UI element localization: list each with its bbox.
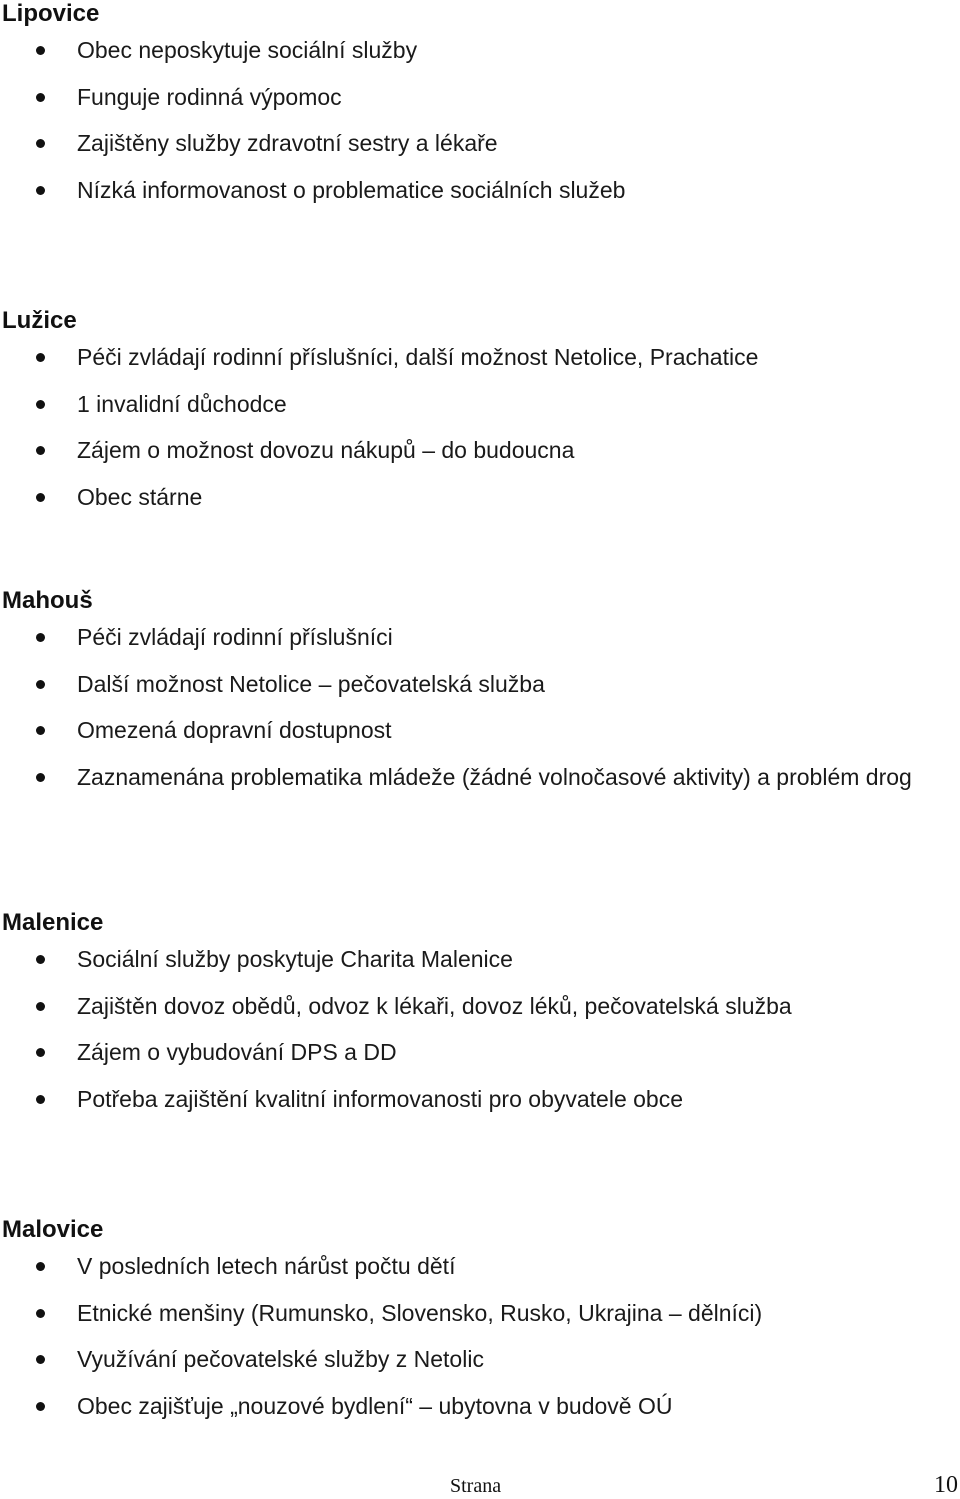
list-item-text: Péči zvládají rodinní příslušníci	[77, 624, 393, 650]
list-item	[0, 120, 960, 167]
list-item-text: Další možnost Netolice – pečovatelská služba	[77, 670, 545, 697]
list-item	[0, 1383, 960, 1430]
list-item-text: Zaznamenána problematika mládeže (žádné volnočasové aktivity) a problém drog	[77, 763, 912, 790]
list-item	[0, 381, 960, 428]
list-item-text: Zajištěny služby zdravotní sestry a lékaře	[77, 130, 498, 156]
list-item-text: 1 invalidní důchodce	[77, 390, 287, 417]
list-item	[0, 27, 960, 74]
list-item-text: Obec neposkytuje sociální služby	[77, 37, 418, 63]
list-item	[0, 1290, 960, 1337]
bullet-icon	[36, 955, 45, 964]
list-item	[0, 983, 960, 1030]
list-item	[0, 1336, 960, 1383]
bullet-icon	[36, 353, 45, 362]
bullet-list	[0, 1243, 960, 1429]
bullet-list	[0, 614, 960, 800]
bullet-icon	[36, 1262, 45, 1271]
bullet-icon	[36, 139, 45, 148]
list-item	[0, 1029, 960, 1076]
section-malenice	[0, 909, 960, 1122]
list-item-text: Péči zvládají rodinní příslušníci, další možnost Netolice, Prachatice	[77, 344, 759, 370]
list-item-text: Zájem o vybudování DPS a DD	[77, 1039, 397, 1065]
list-item-text: Obec stárne	[77, 483, 203, 510]
bullet-icon	[36, 46, 45, 55]
list-item-text: Obec zajišťuje „nouzové bydlení“ – ubytovna v budově OÚ	[77, 1392, 673, 1419]
list-item	[0, 661, 960, 708]
list-item	[0, 1243, 960, 1290]
list-item-text: Potřeba zajištění kvalitní informovanosti pro obyvatele obce	[77, 1085, 683, 1112]
list-item	[0, 707, 960, 754]
list-item	[0, 167, 960, 214]
bullet-icon	[36, 1402, 45, 1411]
list-item-text: V posledních letech nárůst počtu dětí	[77, 1253, 456, 1279]
bullet-icon	[36, 186, 45, 195]
list-item	[0, 936, 960, 983]
bullet-icon	[36, 1002, 45, 1011]
section-heading: Mahouš	[2, 587, 93, 614]
list-item	[0, 334, 960, 381]
list-item-text: Etnické menšiny (Rumunsko, Slovensko, Rusko, Ukrajina – dělníci)	[77, 1299, 763, 1326]
list-item-text: Využívání pečovatelské služby z Netolic	[77, 1346, 484, 1372]
bullet-icon	[36, 633, 45, 642]
bullet-list	[0, 936, 960, 1122]
footer-page-number: 10	[934, 1472, 958, 1498]
section-heading: Malovice	[2, 1216, 104, 1243]
section-mahous	[0, 587, 960, 800]
bullet-icon	[36, 400, 45, 409]
list-item-text: Sociální služby poskytuje Charita Malenice	[77, 946, 513, 972]
bullet-icon	[36, 493, 45, 502]
footer-page-label: Strana	[450, 1475, 502, 1497]
bullet-icon	[36, 93, 45, 102]
section-lipovice	[0, 0, 960, 213]
bullet-icon	[36, 1309, 45, 1318]
bullet-icon	[36, 1048, 45, 1057]
list-item	[0, 427, 960, 474]
list-item	[0, 1076, 960, 1123]
list-item	[0, 614, 960, 661]
bullet-icon	[36, 446, 45, 455]
bullet-icon	[36, 726, 45, 735]
list-item-text: Nízká informovanost o problematice sociálních služeb	[77, 176, 626, 203]
bullet-icon	[36, 1355, 45, 1364]
list-item	[0, 474, 960, 521]
list-item-text: Zájem o možnost dovozu nákupů – do budoucna	[77, 437, 575, 463]
section-heading: Lužice	[2, 307, 77, 334]
list-item-text: Zajištěn dovoz obědů, odvoz k lékaři, dovoz léků, pečovatelská služba	[77, 992, 792, 1019]
list-item	[0, 74, 960, 121]
bullet-list	[0, 27, 960, 213]
list-item-text: Funguje rodinná výpomoc	[77, 83, 342, 110]
section-luzice	[0, 307, 960, 520]
section-heading: Malenice	[2, 909, 104, 936]
bullet-icon	[36, 773, 45, 782]
section-heading: Lipovice	[2, 0, 100, 27]
bullet-icon	[36, 680, 45, 689]
list-item	[0, 754, 960, 801]
section-malovice	[0, 1216, 960, 1429]
list-item-text: Omezená dopravní dostupnost	[77, 717, 392, 743]
bullet-icon	[36, 1095, 45, 1104]
bullet-list	[0, 334, 960, 520]
